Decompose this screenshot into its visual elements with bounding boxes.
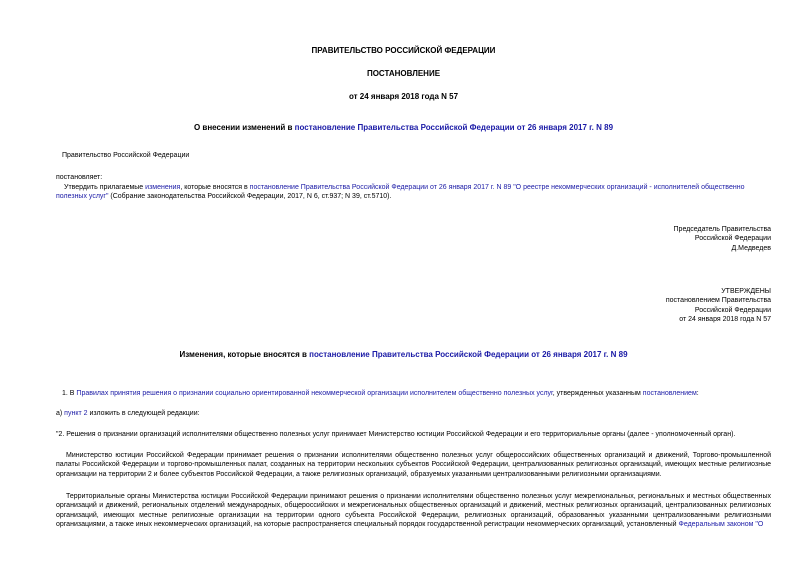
intro-text-a: Утвердить прилагаемые <box>64 184 146 191</box>
item-1-link-resolution[interactable]: постановлением <box>642 390 697 397</box>
intro-link-changes[interactable]: изменения <box>145 184 181 191</box>
changes-title-prefix: Изменения, которые вносятся в <box>179 350 310 359</box>
paragraph-ministry: Министерство юстиции Российской Федерации принимает решения о признании исполнителями общественно полезных услуг общероссийских общественных организаций и движений, Торгово-промышленной палаты Российской Федерации и торгово-промышленных палат, созданных на территории нескольких субъектов Российской Федерации, централизованных религиозных организаций, имеющих местные религиозные организации на территории 2 и более субъектов Российской Федерации, а также религиозных организаций, образуемых указанными централизованными религиозными организациями. <box>56 452 771 478</box>
intro-decides: постановляет: <box>56 174 103 181</box>
approved-block <box>666 287 771 325</box>
item-1-text-a: 1. В <box>62 390 77 397</box>
paragraph-territorial-text: Территориальные органы Министерства юстиции Российской Федерации принимают решения о признании исполнителями общественно полезных услуг межрегиональных, региональных и местных общественных организаций и движений, региональных отделений международных, общероссийских и межрегиональных общественных организаций и движений, местных религиозных организаций, централизованных религиозных организаций, имеющих местные религиозные организации на территории одного субъекта Российской Федерации, религиозных организаций, образованных указанными централизованными религиозными организациями, а также иных некоммерческих организаций, на которые распространяется специальный порядок государственной регистрации некоммерческих организаций, установленный <box>56 493 771 529</box>
signature-line-3: Д.Медведев <box>731 244 771 252</box>
document-title <box>0 123 807 134</box>
item-a <box>56 409 200 418</box>
intro-text-c: (Собрание законодательства Российской Федерации, 2017, N 6, ст.937; N 39, ст.5710). <box>108 193 392 201</box>
intro-link-resolution[interactable]: постановление Правительства Российской Федерации от 26 января 2017 г. N 89 "О реестре некоммерческих организаций - исполнителей общественно полезных услуг" <box>56 184 745 201</box>
approved-line-4: от 24 января 2018 года N 57 <box>679 316 771 324</box>
approved-line-2: постановлением Правительства <box>665 297 771 305</box>
paragraph-territorial <box>56 492 771 530</box>
quote-paragraph: "2. Решения о признании организаций исполнителями общественно полезных услуг принимает Министерство юстиции Российской Федерации и его территориальные органы (далее - уполномоченный орган). <box>56 431 736 438</box>
item-1 <box>62 389 699 398</box>
intro-paragraph <box>56 183 771 202</box>
title-prefix: О внесении изменений в <box>193 123 295 132</box>
item-1-text-b: , утвержденных указанным <box>552 390 643 397</box>
doc-date-heading: от 24 января 2018 года N 57 <box>348 92 459 101</box>
federal-law-link[interactable]: Федеральным законом "О <box>678 521 764 529</box>
title-link[interactable]: постановление Правительства Российской Федерации от 26 января 2017 г. N 89 <box>294 123 614 132</box>
signature-line-2: Российской Федерации <box>694 235 771 243</box>
government-heading: ПРАВИТЕЛЬСТВО РОССИЙСКОЙ ФЕДЕРАЦИИ <box>311 46 496 55</box>
intro-government: Правительство Российской Федерации <box>62 152 190 159</box>
approved-line-3: Российской Федерации <box>694 306 771 314</box>
item-1-text-c: : <box>696 390 699 397</box>
doc-type-heading: ПОСТАНОВЛЕНИЕ <box>366 69 441 78</box>
signature-block <box>674 225 771 253</box>
changes-title <box>0 350 807 361</box>
changes-title-link[interactable]: постановление Правительства Российской Федерации от 26 января 2017 г. N 89 <box>309 350 628 359</box>
approved-line-1: УТВЕРЖДЕНЫ <box>721 288 771 295</box>
item-a-text-a: а) <box>56 410 65 417</box>
item-a-link-point[interactable]: пункт 2 <box>64 410 88 417</box>
intro-text-b: , которые вносятся в <box>180 184 250 191</box>
signature-line-1: Председатель Правительства <box>673 226 771 233</box>
item-1-link-rules[interactable]: Правилах принятия решения о признании социально ориентированной некоммерческой организации исполнителем общественно полезных услуг <box>76 390 553 397</box>
item-a-text-b: изложить в следующей редакции: <box>87 410 200 417</box>
